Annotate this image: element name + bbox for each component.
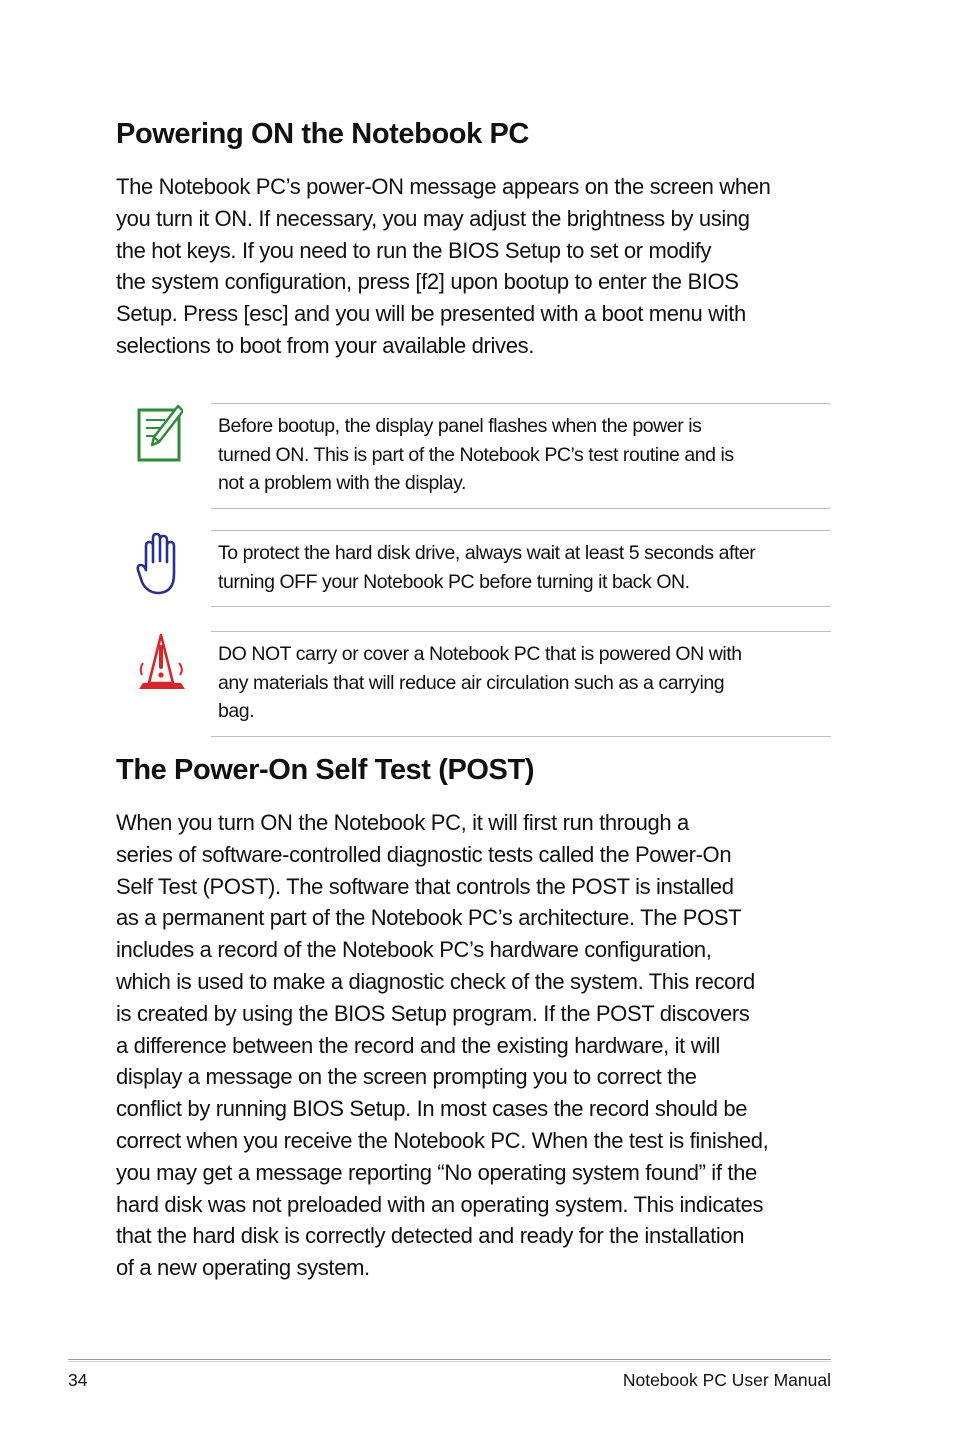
paragraph-line: series of software-controlled diagnostic tests called the Power-On bbox=[116, 841, 732, 867]
notice-line: To protect the hard disk drive, always wait at least 5 seconds after bbox=[218, 542, 756, 564]
paragraph-line: Self Test (POST). The software that controls the POST is installed bbox=[116, 873, 734, 899]
caution-notice-text bbox=[218, 539, 755, 596]
paragraph-line: When you turn ON the Notebook PC, it will first run through a bbox=[116, 810, 689, 835]
note-notice bbox=[211, 403, 831, 509]
notice-line: Before bootup, the display panel flashes when the power is bbox=[218, 415, 702, 437]
paragraph-line: display a message on the screen prompting you to correct the bbox=[116, 1064, 697, 1090]
warning-notice-text bbox=[218, 640, 742, 726]
footer-divider bbox=[68, 1361, 831, 1362]
page-number: 34 bbox=[68, 1370, 88, 1390]
paragraph-line: selections to boot from your available drives. bbox=[116, 332, 535, 358]
paragraph-line: which is used to make a diagnostic check of the system. This record bbox=[116, 968, 755, 994]
powering-on-paragraph bbox=[116, 171, 771, 362]
notice-line: not a problem with the display. bbox=[218, 472, 466, 495]
paragraph-line: you may get a message reporting “No operating system found” if the bbox=[116, 1159, 757, 1185]
footer-divider bbox=[68, 1359, 831, 1360]
notice-line: DO NOT carry or cover a Notebook PC that is powered ON with bbox=[218, 643, 742, 665]
post-paragraph bbox=[116, 807, 768, 1284]
footer-manual-title: Notebook PC User Manual bbox=[622, 1370, 831, 1390]
section-heading-post: The Power-On Self Test (POST) bbox=[116, 754, 535, 786]
notice-line: any materials that will reduce air circulation such as a carrying bbox=[218, 671, 725, 694]
notice-line: turned ON. This is part of the Notebook PC’s test routine and is bbox=[218, 443, 734, 466]
warning-notice bbox=[211, 631, 831, 737]
caution-hand-icon bbox=[136, 532, 182, 601]
warning-triangle-icon bbox=[137, 631, 187, 696]
paragraph-line: is created by using the BIOS Setup program. If the POST discovers bbox=[116, 1000, 750, 1026]
paragraph-line: Setup. Press [esc] and you will be presented with a boot menu with bbox=[116, 301, 746, 327]
paragraph-line: the hot keys. If you need to run the BIOS Setup to set or modify bbox=[116, 237, 712, 263]
notice-line: turning OFF your Notebook PC before turning it back ON. bbox=[218, 570, 690, 593]
paragraph-line: correct when you receive the Notebook PC. When the test is finished, bbox=[116, 1127, 769, 1153]
notice-line: bag. bbox=[218, 700, 255, 723]
paragraph-line: the system configuration, press [f2] upon bootup to enter the BIOS bbox=[116, 269, 739, 295]
paragraph-line: hard disk was not preloaded with an operating system. This indicates bbox=[116, 1191, 764, 1217]
note-pencil-icon bbox=[137, 404, 183, 469]
caution-notice bbox=[211, 530, 831, 607]
paragraph-line: of a new operating system. bbox=[116, 1255, 370, 1281]
paragraph-line: you turn it ON. If necessary, you may adjust the brightness by using bbox=[116, 205, 750, 231]
paragraph-line: The Notebook PC’s power-ON message appears on the screen when bbox=[116, 174, 771, 199]
paragraph-line: includes a record of the Notebook PC’s hardware configuration, bbox=[116, 937, 712, 963]
note-notice-text bbox=[218, 412, 734, 498]
paragraph-line: that the hard disk is correctly detected and ready for the installation bbox=[116, 1223, 745, 1249]
paragraph-line: conflict by running BIOS Setup. In most cases the record should be bbox=[116, 1096, 748, 1122]
paragraph-line: as a permanent part of the Notebook PC’s architecture. The POST bbox=[116, 905, 742, 931]
paragraph-line: a difference between the record and the existing hardware, it will bbox=[116, 1032, 720, 1058]
section-heading-powering-on: Powering ON the Notebook PC bbox=[116, 118, 529, 150]
